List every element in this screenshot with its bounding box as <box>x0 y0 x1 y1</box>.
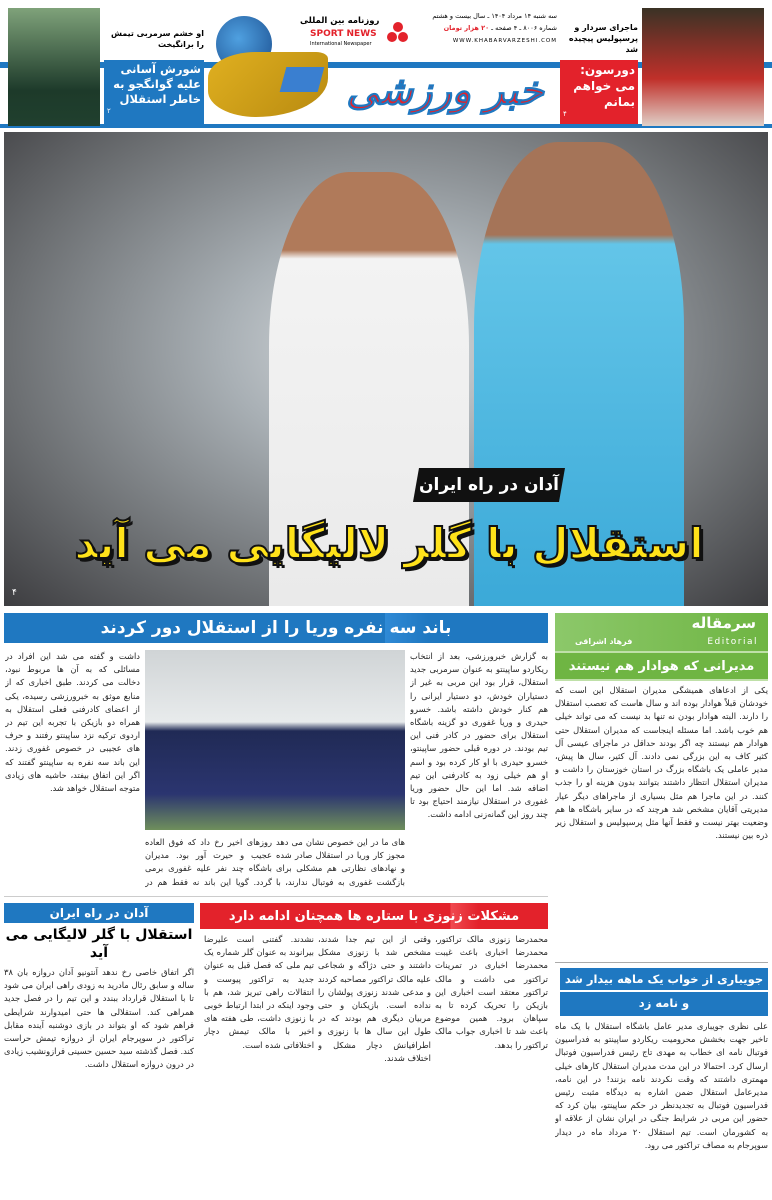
story2-header[interactable] <box>200 903 548 929</box>
intl-newspaper-label: International Newspaper <box>310 41 372 47</box>
story3-kicker: آدان در راه ایران <box>49 906 149 920</box>
issue-line: شماره ۸۰۰۶ ـ ۴ صفحه ـ <box>491 24 557 32</box>
story1-body-below-left: روزهای اخیر رخ داد که فوق العاده عجیب و حیرت آور بود. مدیران باشگاه چند نفر علیه غفوری برمی گردد. گویا این باند نه فقط هم در <box>145 837 272 887</box>
website-link[interactable]: WWW.KHABARVARZESHI.COM <box>452 38 557 44</box>
main-photo[interactable] <box>4 132 768 606</box>
masthead <box>0 0 772 130</box>
story1-body-below-right: های ما در این خصوص نشان می دهد مجوز کار وریا در استقلال صادر شده و نهادهای نظارتی هم مشکلی برای بازگشت غفوری به فوتبال ندارند، با <box>276 837 405 887</box>
intl-label: روزنامه بین المللی <box>300 16 380 26</box>
story1-body-right: به گزارش خبرورزشی، بعد از انتخاب ریکاردو ساپینتو به عنوان سرمربی جدید استقلال، قرار بود این مربی به غیر از دستیاران خودش، دو دستیار ایرانی را هم کنار خودش داشته باشد. خسرو حیدری و وریا غفوری دو گزینه باشگاه استقلال برای حضور در کادر فنی این تیم بودند. در دوره قبلی حضور ساپینتو، خسرو حیدری با او کار کرده بود و اسم او هم خیلی زود به کادرفنی این تیم اضافه شد. اما این حال حضور وریا غفوری در استقلال نیازمند احتیاج بود تا چند روز این گمانه‌زنی ادامه داشت. <box>410 651 548 820</box>
editorial-author: فرهاد اشراقی <box>575 637 633 646</box>
left-story-headline-box[interactable] <box>104 60 204 124</box>
editorial-label: سرمقاله <box>691 614 756 632</box>
right-story-page: ۴ <box>563 110 567 118</box>
story2-body-col1: محمدرضا زنوزی مالک تراکتور، محمدرضا اخباری باعث غیبت محمدرضا اخباری در تمرینات تراکتور می داشت و مالک تراکتور معتقد است اخباری این بازیکن را تحریک کرده تا به سپاهان برود. همین موضوع باعث شد تا اخباری جواب مالک تراکتور را بدهد. <box>435 934 548 1050</box>
story1-photo[interactable] <box>145 650 405 830</box>
editorial-header <box>555 613 768 681</box>
right-story-kicker: ماجرای سردار و پرسپولیس پیچیده شد <box>568 23 638 54</box>
right-story-headline-box[interactable] <box>560 60 638 124</box>
logo-dots-icon <box>386 22 410 44</box>
right-story-headline: دورسون: می خواهم بمانم <box>573 63 635 109</box>
newspaper-logo[interactable]: خبر ورزشی <box>346 68 544 114</box>
date-line: سه شنبه ۱۴ مرداد ۱۴۰۴ ـ سال بیست و هشتم <box>432 12 557 20</box>
left-story-photo[interactable] <box>8 8 100 126</box>
story4-headline-line2: و نامه زد <box>638 996 690 1010</box>
story2-body-col3: نشدند. گفتنی است علیرضا بیرانوند به عنوان گلر شماره یک تیم ملی که فصل قبل به عنوان جدید به تراکتور پیوست و انتقالات راهی تبریز شد، هم با وجود اینکه در ابتدا ارتباط خوبی با زنوزی داشت، طی هفته های اخیر با مالک تیمش دچار اختلافاتی شده است. <box>204 934 314 1050</box>
story4-header[interactable] <box>560 968 768 1016</box>
left-story-page: ۲ <box>107 107 111 115</box>
right-story-photo[interactable] <box>642 8 764 126</box>
story4-body: علی نظری جویباری مدیر عامل باشگاه استقلال با یک ماه تاخیر جهت بخشش محرومیت ریکاردو ساپینتو به فدراسیون فوتبال نامه ای خطاب به مهدی تاج رئیس فدراسیون فوتبال ارسال کرد. احتمالا در این مدت مدیران استقلال کارهای خیلی مهمتری داشتند که وقت نکردند نامه بزنند! در این نامه، مدیرعامل استقلال ضمن اشاره به دیدگاه مثبت رئیس فدراسیون فوتبال به تجدیدنظر در حکم ساپینتو، بیان کرد که حضور این مربی در شرایط جنگی در ایران نشان از علاقه او به کشورمان است. تیم استقلال ۲۰ مرداد ماه در دیدار سوپرجام به مصاف تراکتور می رود. <box>555 1021 768 1150</box>
story2-headline: مشکلات زنوزی با ستاره ها همچنان ادامه دارد <box>228 908 520 924</box>
sport-news-label: SPORT NEWS <box>310 29 377 39</box>
left-story-kicker: او خشم سرمربی تیمش را برانگیخت <box>110 29 204 49</box>
main-kicker-box <box>413 468 565 502</box>
editorial-headline[interactable]: مدیرانی که هوادار هم نیستند <box>568 658 755 674</box>
main-headline-text: استقلال با گلر لالیگایی می آید <box>74 518 704 568</box>
editorial-body: یکی از ادعاهای همیشگی مدیران استقلال این است که خودشان قبلاً هوادار بوده اند و سال هاست که تعصب استقلال را دارند. البته هوادار بودن نه تنها بد نیست که می تواند خیلی هم خوب باشد. اما مسئله اینجاست که مدیران استقلال حتی هوادار هم نیستند چه اگر بودند حداقل در ماجرای عیسی آل کثیر کاف به این بزرگی نمی دادند. آل کثیر، سال ها پیش، مدیر عاملی یک باشگاه بزرگ در استان خوزستان را داشت و مدیران استقلال انتظار داشتند بتوانند بدون هزینه او را جذب کنند. در این ماجرا هم مثل بسیاری از ماجراهای دیگر عیار مدیریتی آقایان مشخص شد هرچند که در سایر باشگاه ها هم وضعیت بهتر نیست و فقط آنها مثل پرسپولیس و استقلال زیر ذره بین نیستند. <box>555 685 768 841</box>
story1-body-left: داشت و گفته می شد این افراد در مسائلی که به آن ها مربوط نبود، دخالت می کردند. طبق اخباری که از منابع موثق به خبرورزشی رسیده، یکی از اعضای کادرفنی فعلی استقلال به همراه دو بازیکن با تجربه این تیم در اردوی ترکیه نزد ساپینتو رفتند و حرف های عجیبی در خصوص غفوری زدند. این باند سه نفره به ساپینتو گفتند که اگر این اتفاق بیفتد، حاشیه های زیادی متوجه استقلال خواهد شد. <box>5 651 140 794</box>
story3-kicker-box <box>4 903 194 923</box>
story1-header[interactable] <box>4 613 548 643</box>
story3-body: اگر اتفاق خاصی رخ ندهد آنتونیو آدان دروازه بان ۳۸ ساله و سابق رئال مادرید به زودی راهی ایران می شود تا با استقلال قرارداد ببندد و این تیم را در فصل جدید همراهی کند. استقلالی ها حتی امیدوارند شرایطی فراهم شود که او بتواند در بازی دوشنبه آینده مقابل تراکتور در سوپرجام ایران از دروازه تیمش حراست کند. فصل گذشته سید حسین حسینی فرازونشیب زیادی در درون دروازه استقلال داشت. <box>4 967 194 1070</box>
editorial-label-en: Editorial <box>707 637 758 647</box>
main-headline[interactable] <box>24 508 754 578</box>
story2-body-col2: وقتی از این تیم جدا شدند، مشخص شد با زنوزی مشکل داشتند و حتی دژاگه و شجاعی علیه مالک تراکتور مصاحبه کردند و مدعی شدند زنوزی پولشان را نداده است. بازیکنان و حتی مربیان دیگری هم بودند که در طول این سال ها با زنوزی و اطرافیانش دچار مشکل و اختلاف شدند. <box>318 934 431 1063</box>
price: ۲۰ هزار تومان <box>443 24 490 32</box>
main-page: ۴ <box>12 588 17 598</box>
left-story-headline: شورش آسانی علیه گوانگجو به خاطر استقلال <box>113 62 201 106</box>
story4-headline-line1: جویباری از خواب یک ماهه بیدار شد <box>560 968 768 992</box>
main-kicker: آدان در راه ایران <box>419 475 559 495</box>
story3-headline[interactable]: استقلال با گلر لالیگایی می آید <box>5 927 193 961</box>
story1-headline: باند سه نفره وریا را از استقلال دور کردند <box>100 618 452 638</box>
